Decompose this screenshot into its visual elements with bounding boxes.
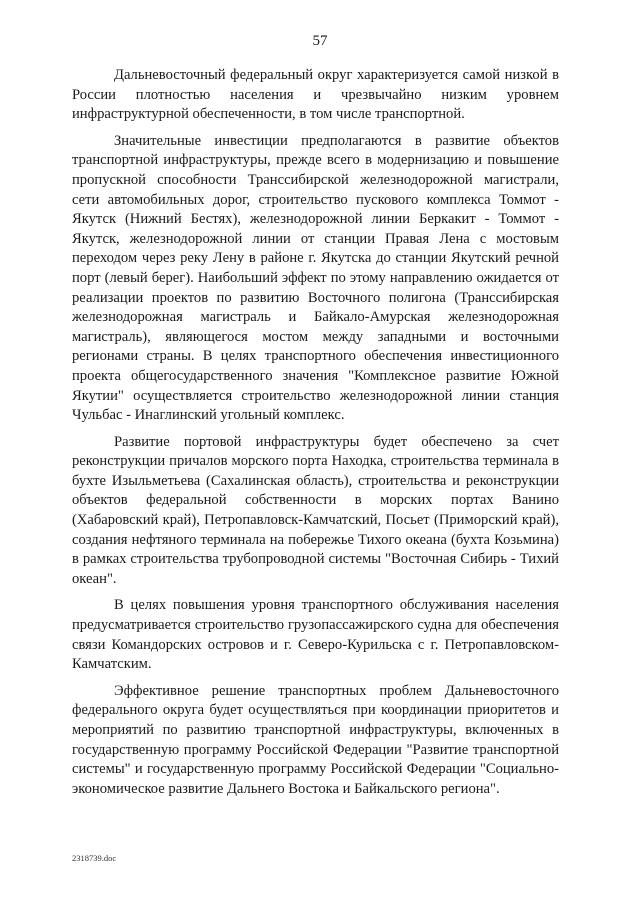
- paragraph-1: Дальневосточный федеральный округ характеризуется самой низкой в России плотностью населения и чрезвычайно низким уровнем инфраструктурной обеспеченности, в том числе транспортной.: [72, 67, 559, 123]
- document-body: [72, 66, 559, 806]
- paragraph-3: Развитие портовой инфраструктуры будет обеспечено за счет реконструкции причалов морского порта Находка, строительства терминала в бухте Изыльметьева (Сахалинская область), строительства и реконструкции объектов федеральной собственности в морских портах Ванино (Хабаровский край), Петропавловск-Камчатский, Посьет (Приморский край), создания нефтяного терминала на побережье Тихого океана (бухта Козьмина) в рамках строительства трубопроводной системы "Восточная Сибирь - Тихий океан".: [72, 433, 559, 587]
- document-file-code: 2318739.doc: [72, 853, 117, 863]
- paragraph-5: Эффективное решение транспортных проблем Дальневосточного федерального округа будет осуществляться при координации приоритетов и мероприятий по развитию транспортной инфраструктуры, включенных в государственную программу Российской Федерации "Развитие транспортной системы" и государственную программу Российской Федерации "Социально-экономическое развитие Дальнего Востока и Байкальского региона".: [72, 682, 559, 797]
- paragraph-4: В целях повышения уровня транспортного обслуживания населения предусматривается строительство грузопассажирского судна для обеспечения связи Командорских островов и г. Северо-Курильска с г. Петропавловском-Камчатским.: [72, 597, 559, 673]
- page-number: 57: [312, 33, 328, 49]
- paragraph-2: Значительные инвестиции предполагаются в развитие объектов транспортной инфраструктуры, прежде всего в модернизацию и повышение пропускной способности Транссибирской железнодорожной магистрали, сети автомобильных дорог, строительство пускового комплекса Томмот - Якутск (Нижний Бестях), железнодорожной линии Беркакит - Томмот - Якутск, железнодорожной линии от станции Правая Лена с мостовым переходом через реку Лену в районе г. Якутска до станции Якутский речной порт (левый берег). Наибольший эффект по этому направлению ожидается от реализации проектов по развитию Восточного полигона (Транссибирская железнодорожная магистраль и Байкало-Амурская железнодорожная магистраль), являющегося мостом между западными и восточными регионами страны. В целях транспортного обеспечения инвестиционного проекта общегосударственного значения "Комплексное развитие Южной Якутии" осуществляется строительство железнодорожной линии станция Чульбас - Инаглинский угольный комплекс.: [72, 132, 559, 424]
